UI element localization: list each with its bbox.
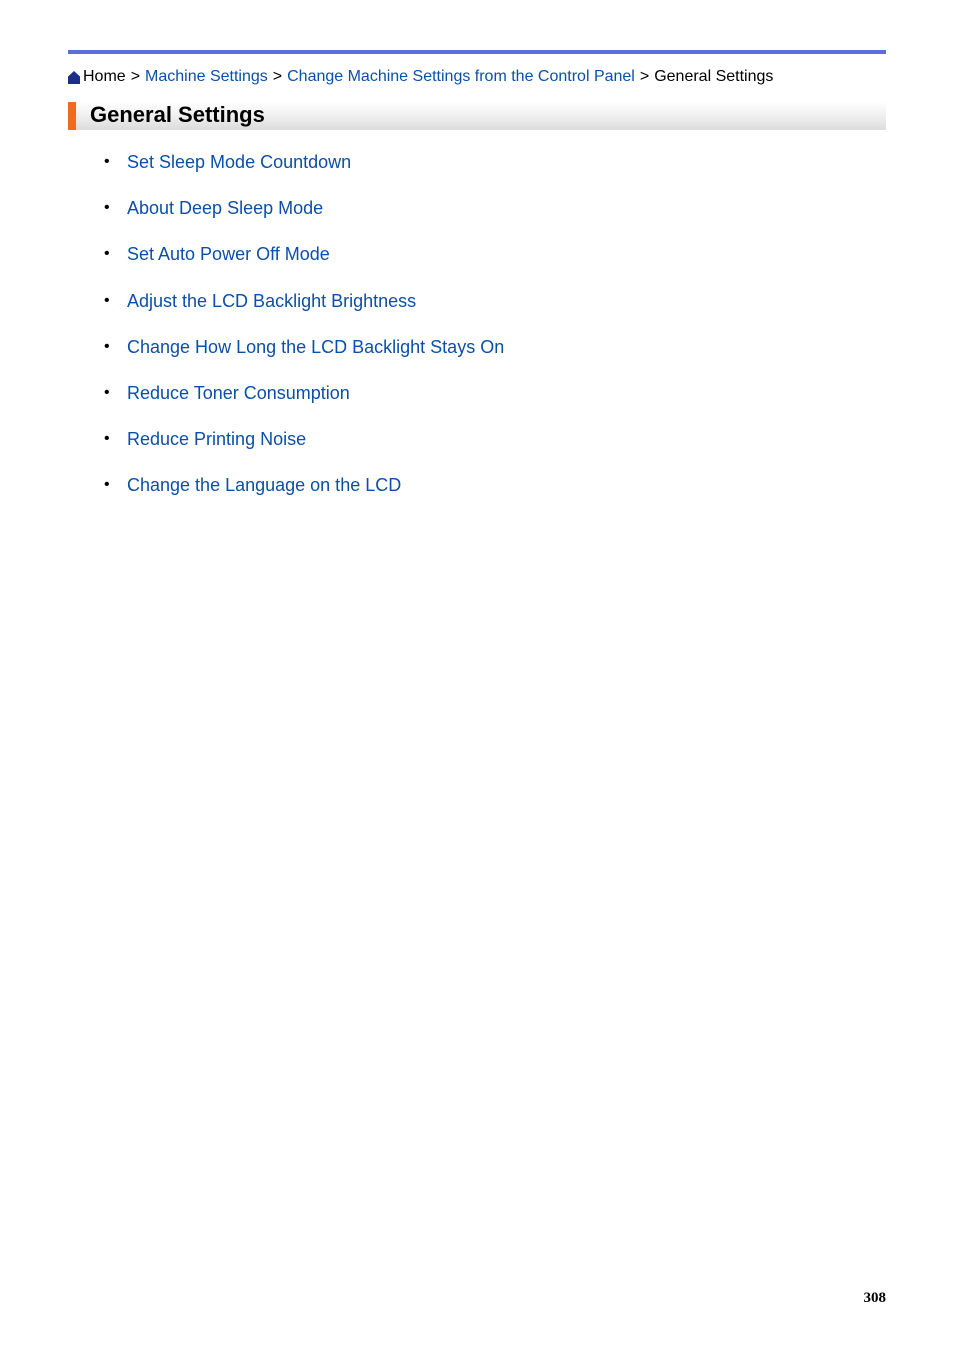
list-item: [104, 288, 504, 334]
page-number: 308: [863, 1290, 886, 1306]
bullet: •: [104, 199, 110, 217]
link-change-lcd-backlight-duration[interactable]: Change How Long the LCD Backlight Stays On: [127, 336, 505, 357]
list-item: [104, 195, 504, 241]
breadcrumb-separator: >: [130, 68, 141, 85]
title-bar: [68, 102, 886, 130]
list-item: [104, 241, 504, 287]
bullet: •: [104, 153, 110, 170]
breadcrumb: [68, 67, 773, 87]
breadcrumb-current: General Settings: [654, 68, 774, 85]
link-set-auto-power-off-mode[interactable]: Set Auto Power Off Mode: [127, 244, 330, 265]
bullet: •: [104, 291, 110, 309]
link-adjust-lcd-backlight-brightness[interactable]: Adjust the LCD Backlight Brightness: [127, 290, 417, 311]
topic-link-list: [104, 149, 504, 519]
bullet: •: [104, 337, 110, 355]
bullet: •: [104, 245, 110, 263]
link-change-lcd-language[interactable]: Change the Language on the LCD: [127, 475, 402, 496]
breadcrumb-change-machine-settings[interactable]: Change Machine Settings from the Control Panel: [287, 68, 635, 85]
list-item: [104, 472, 504, 518]
link-reduce-toner-consumption[interactable]: Reduce Toner Consumption: [127, 382, 350, 403]
bullet: •: [104, 476, 110, 494]
bullet: •: [104, 430, 110, 448]
breadcrumb-home[interactable]: Home: [83, 68, 126, 85]
top-rule: [68, 50, 886, 54]
page-title: General Settings: [90, 102, 265, 127]
link-reduce-printing-noise[interactable]: Reduce Printing Noise: [127, 429, 307, 450]
title-accent: [68, 102, 76, 130]
list-item: [104, 334, 504, 380]
breadcrumb-machine-settings[interactable]: Machine Settings: [145, 68, 268, 85]
link-set-sleep-mode-countdown[interactable]: Set Sleep Mode Countdown: [127, 152, 352, 172]
list-item: [104, 426, 504, 472]
list-item: [104, 380, 504, 426]
home-icon[interactable]: [68, 71, 80, 84]
list-item: [104, 149, 504, 195]
link-about-deep-sleep-mode[interactable]: About Deep Sleep Mode: [127, 198, 324, 219]
bullet: •: [104, 383, 110, 401]
breadcrumb-separator: >: [272, 68, 283, 85]
breadcrumb-separator: >: [639, 68, 650, 85]
